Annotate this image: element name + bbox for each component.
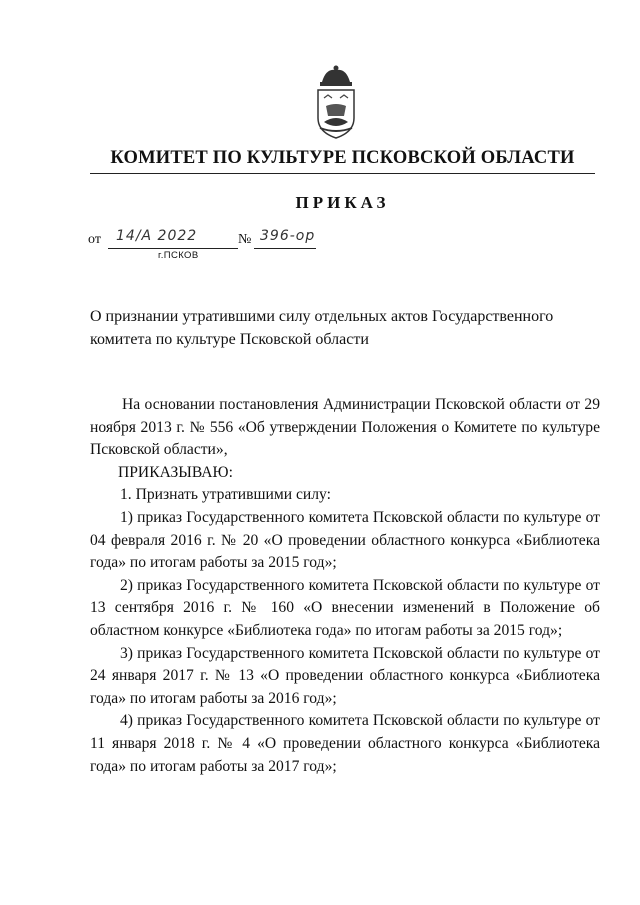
list-item: 3) приказ Государственного комитета Псковской области по культуре от 24 января 2017 г. № 13 «О проведении областного конкурса «Библиотека года» по итогам работы за 2016 год»;: [90, 644, 600, 707]
city-label: г.ПСКОВ: [158, 250, 199, 261]
number-underline: [254, 248, 316, 249]
basis-paragraph: На основании постановления Администрации Псковской области от 29 ноября 2013 г. № 556 «Об утверждении Положения о Комитете по культуре Псковской области»,: [90, 396, 600, 459]
date-number-line: [88, 228, 348, 262]
handwritten-date: 14/А 2022: [116, 228, 198, 244]
order-body: [90, 394, 600, 778]
committee-title: КОМИТЕТ ПО КУЛЬТУРЕ ПСКОВСКОЙ ОБЛАСТИ: [110, 148, 575, 168]
header-divider: [90, 173, 595, 174]
order-title: ПРИКАЗ: [295, 193, 390, 212]
order-word: ПРИКАЗЫВАЮ:: [118, 463, 233, 481]
order-subject: О признании утратившими силу отдельных актов Государственного комитета по культуре Псковской области: [90, 308, 554, 348]
list-item: 4) приказ Государственного комитета Псковской области по культуре от 11 января 2018 г. № 4 «О проведении областного конкурса «Библиотека года» по итогам работы за 2017 год»;: [90, 712, 600, 775]
pskov-coat-of-arms-icon: [306, 62, 366, 142]
list-item: 2) приказ Государственного комитета Псковской области по культуре от 13 сентября 2016 г. № 160 «О внесении изменений в Положение об областном конкурсе «Библиотека года» по итогам работы за 2015 год»;: [90, 576, 600, 639]
list-item: 1) приказ Государственного комитета Псковской области по культуре от 04 февраля 2016 г. № 20 «О проведении областного конкурса «Библиотека года» по итогам работы за 2015 год»;: [90, 508, 600, 572]
from-label: от: [88, 232, 101, 247]
handwritten-number: 396-ор: [260, 228, 316, 244]
number-label: №: [238, 232, 252, 247]
point-1: 1. Признать утратившими силу:: [120, 486, 331, 504]
date-underline: [108, 248, 238, 249]
